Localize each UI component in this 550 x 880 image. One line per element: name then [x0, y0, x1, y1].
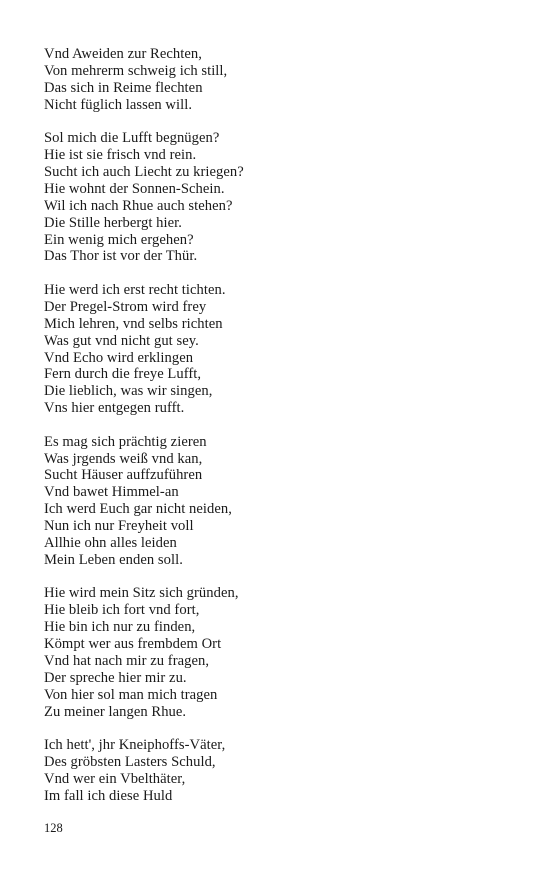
verse-line: Ich werd Euch gar nicht neiden, [44, 501, 232, 518]
verse-line: Sol mich die Lufft begnügen? [44, 130, 220, 147]
verse-line: Nicht füglich lassen will. [44, 96, 193, 113]
verse-line: Des gröbsten Lasters Schuld, [44, 754, 216, 771]
page-number: 128 [44, 821, 63, 835]
verse-line: Allhie ohn alles leiden [44, 535, 177, 552]
verse-line: Der Pregel-Strom wird frey [44, 298, 207, 315]
verse-line: Was jrgends weiß vnd kan, [44, 450, 203, 467]
verse-line: Vnd Echo wird erklingen [44, 349, 194, 366]
verse-line: Hie bleib ich fort vnd fort, [44, 602, 200, 619]
verse-line: Hie ist sie frisch vnd rein. [44, 147, 197, 164]
verse-line: Vns hier entgegen rufft. [44, 400, 185, 417]
verse-line: Das Thor ist vor der Thür. [44, 248, 198, 265]
verse-line: Hie wohnt der Sonnen-Schein. [44, 180, 225, 197]
stanza-2 [44, 130, 524, 265]
verse-line: Von hier sol man mich tragen [44, 686, 218, 703]
verse-line: Vnd wer ein Vbelthäter, [44, 770, 186, 787]
stanza-3 [44, 282, 524, 417]
verse-line: Ich hett', jhr Kneiphoffs-Väter, [44, 737, 226, 754]
verse-line: Hie werd ich erst recht tichten. [44, 281, 226, 298]
verse-line: Fern durch die freye Lufft, [44, 366, 202, 383]
verse-line: Die lieblich, was wir singen, [44, 383, 213, 400]
verse-line: Es mag sich prächtig zieren [44, 433, 207, 450]
verse-line: Vnd hat nach mir zu fragen, [44, 653, 210, 669]
verse-line: Kömpt wer aus frembdem Ort [44, 636, 222, 653]
verse-line: Der spreche hier mir zu. [44, 669, 187, 686]
verse-line: Das sich in Reime flechten [44, 79, 203, 96]
verse-line: Vnd Aweiden zur Rechten, [44, 46, 202, 62]
verse-line: Die Stille herbergt hier. [44, 214, 182, 231]
stanza-4 [44, 434, 524, 569]
verse-line: Hie wird mein Sitz sich gründen, [44, 585, 239, 602]
verse-line: Wil ich nach Rhue auch stehen? [44, 197, 233, 214]
stanza-6 [44, 737, 524, 805]
stanza-5 [44, 585, 524, 720]
stanza-1 [44, 46, 524, 114]
verse-line: Nun ich nur Freyheit voll [44, 518, 194, 535]
verse-line: Was gut vnd nicht gut sey. [44, 332, 199, 349]
verse-line: Hie bin ich nur zu finden, [44, 619, 196, 636]
poem-text [44, 46, 524, 821]
verse-line: Sucht ich auch Liecht zu kriegen? [44, 163, 244, 180]
verse-line: Vnd bawet Himmel-an [44, 484, 179, 501]
verse-line: Mich lehren, vnd selbs richten [44, 315, 223, 332]
verse-line: Sucht Häuser auffzuführen [44, 467, 203, 484]
verse-line: Von mehrerm schweig ich still, [44, 62, 228, 79]
verse-line: Im fall ich diese Huld [44, 787, 173, 804]
verse-line: Ein wenig mich ergehen? [44, 231, 194, 248]
verse-line: Mein Leben enden soll. [44, 551, 183, 568]
verse-line: Zu meiner langen Rhue. [44, 703, 187, 720]
